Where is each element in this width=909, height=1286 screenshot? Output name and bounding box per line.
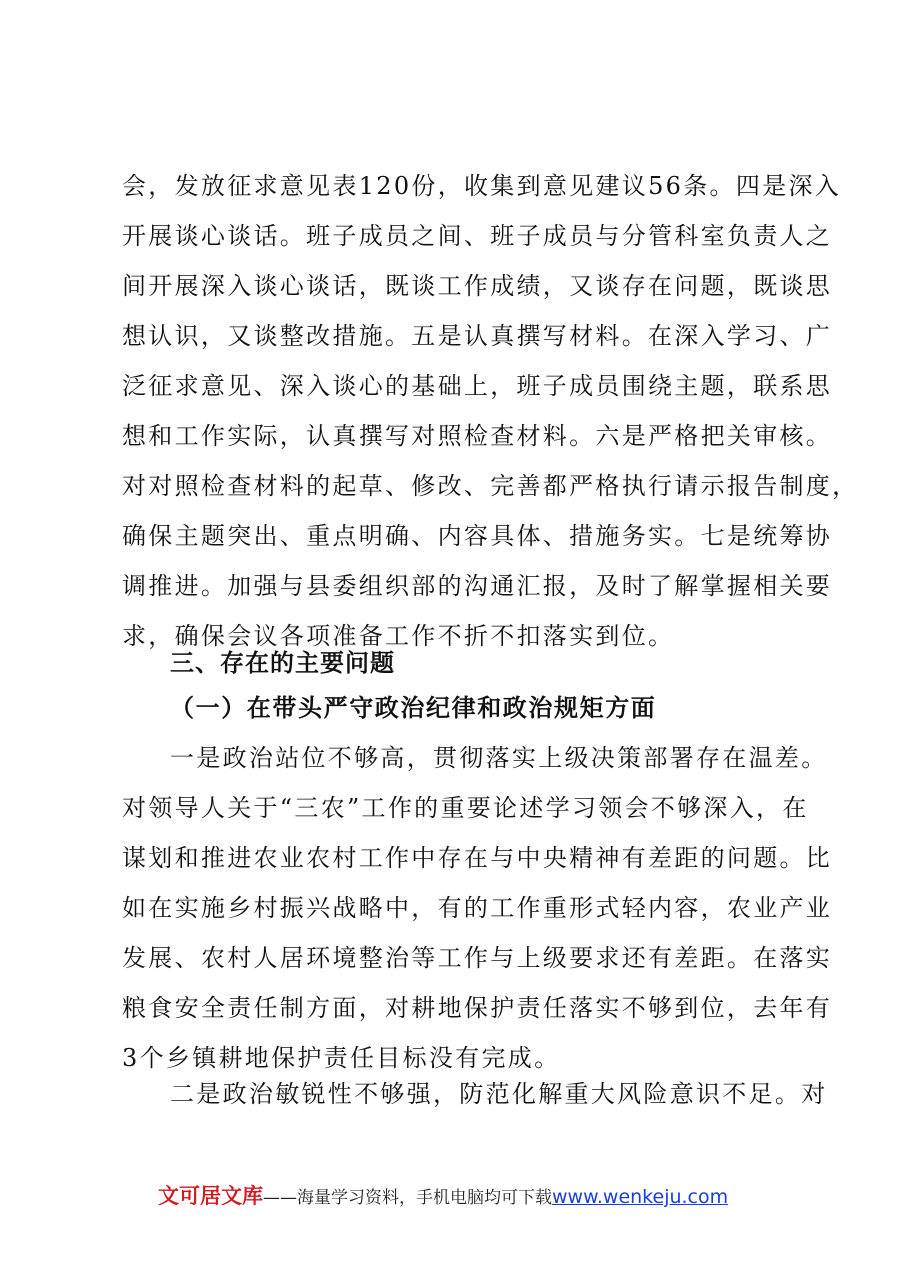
paragraph-line: 想认识，又谈整改措施。五是认真撰写材料。在深入学习、广 — [122, 322, 833, 350]
paragraph-line: 对领导人关于“三农”工作的重要论述学习领会不够深入，在 — [122, 794, 809, 822]
footer-banner — [158, 1180, 728, 1212]
paragraph-line: 一是政治站位不够高，贯彻落实上级决策部署存在温差。 — [170, 744, 828, 772]
paragraph-line: 如在实施乡村振兴战略中，有的工作重形式轻内容，农业产业 — [122, 894, 833, 922]
section-heading: 三、存在的主要问题 — [170, 649, 395, 677]
paragraph-line: 开展谈心谈话。班子成员之间、班子成员与分管科室负责人之 — [122, 222, 833, 250]
footer-tagline: ——海量学习资料，手机电脑均可下载 — [263, 1188, 552, 1208]
paragraph-line: 发展、农村人居环境整治等工作与上级要求还有差距。在落实 — [122, 944, 833, 972]
footer-link[interactable]: www.wenkeju.com — [552, 1186, 729, 1208]
paragraph-line: 求，确保会议各项准备工作不折不扣落实到位。 — [122, 622, 675, 650]
paragraph-line: 确保主题突出、重点明确、内容具体、措施务实。七是统筹协 — [122, 522, 833, 550]
paragraph-line: 会，发放征求意见表120份，收集到意见建议56条。四是深入 — [122, 172, 842, 200]
paragraph-line: 调推进。加强与县委组织部的沟通汇报，及时了解掌握相关要 — [122, 572, 833, 600]
paragraph-line: 间开展深入谈心谈话，既谈工作成绩，又谈存在问题，既谈思 — [122, 272, 833, 300]
paragraph-line: 泛征求意见、深入谈心的基础上，班子成员围绕主题，联系思 — [122, 372, 833, 400]
paragraph-line: 3个乡镇耕地保护责任目标没有完成。 — [122, 1044, 561, 1072]
footer-brand: 文可居文库 — [158, 1184, 263, 1208]
paragraph-line: 二是政治敏锐性不够强，防范化解重大风险意识不足。对 — [170, 1080, 828, 1108]
paragraph-line: 想和工作实际，认真撰写对照检查材料。六是严格把关审核。 — [122, 422, 833, 450]
paragraph-line: 对对照检查材料的起草、修改、完善都严格执行请示报告制度， — [122, 472, 859, 500]
paragraph-line: 粮食安全责任制方面，对耕地保护责任落实不够到位，去年有 — [122, 994, 833, 1022]
subsection-heading: （一）在带头严守政治纪律和政治规矩方面 — [170, 694, 657, 722]
paragraph-line: 谋划和推进农业农村工作中存在与中央精神有差距的问题。比 — [122, 844, 833, 872]
